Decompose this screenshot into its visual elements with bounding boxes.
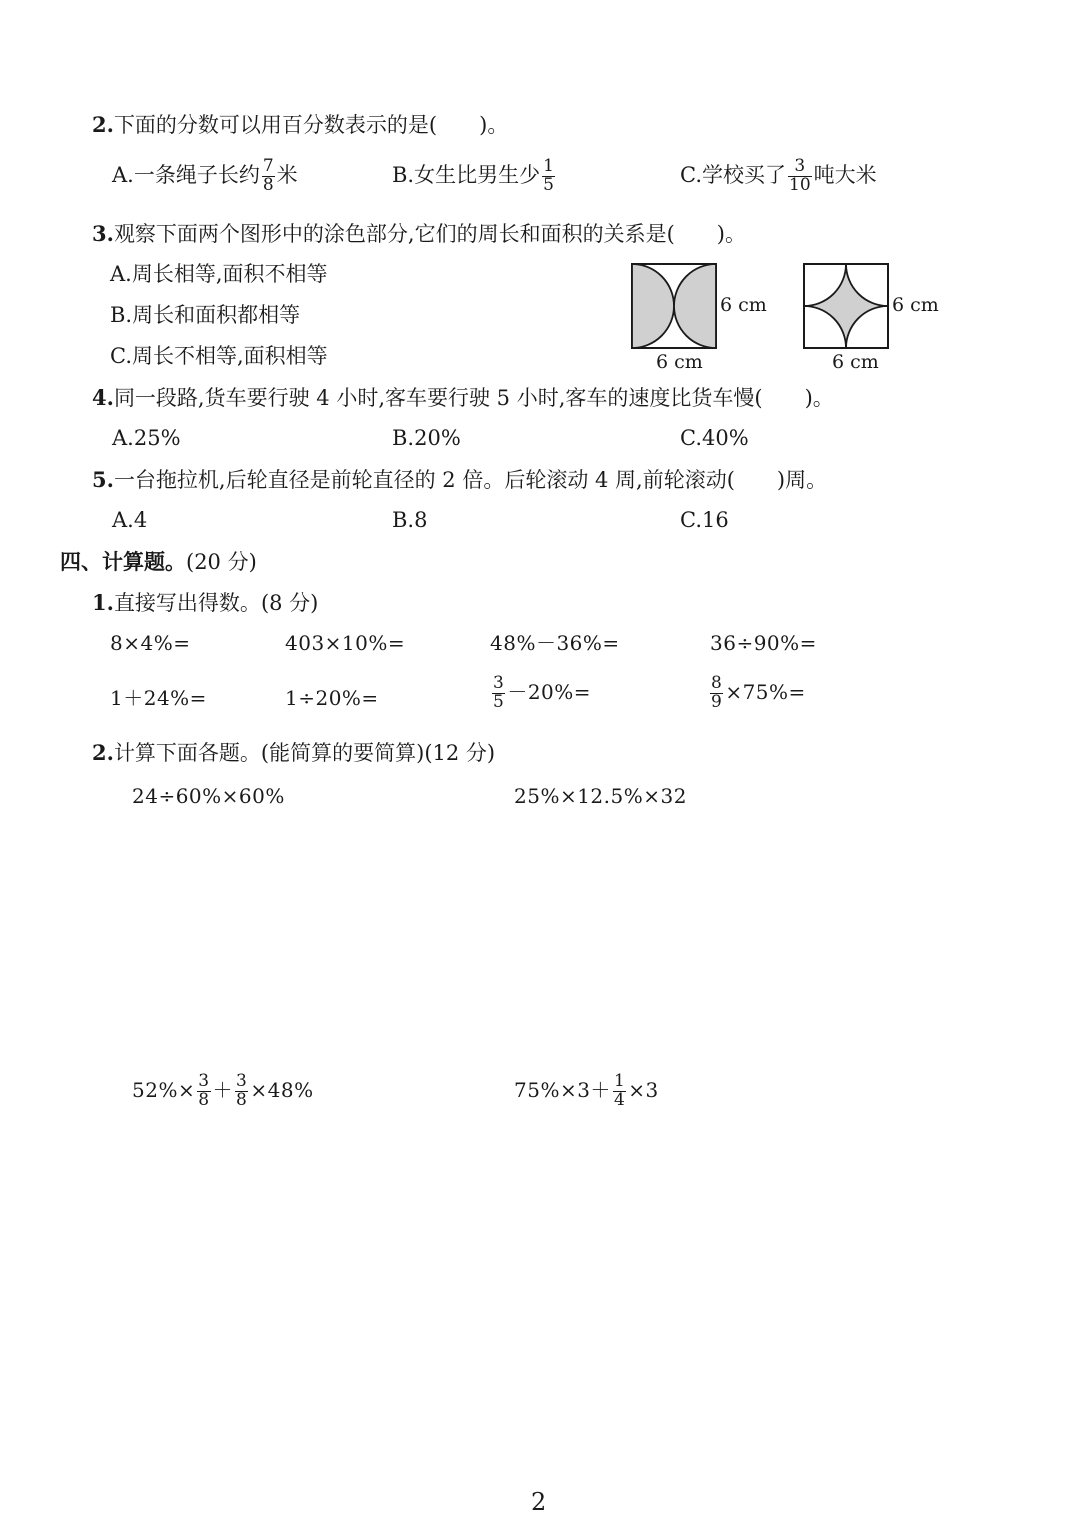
question-2 <box>92 114 508 136</box>
option-text: A.一条绳子长约 <box>112 162 260 187</box>
fraction: $\frac{7}{8}$ <box>262 156 274 195</box>
calc-item <box>708 675 806 712</box>
problem-2: 25%×12.5%×32 <box>514 784 687 808</box>
section-title: 四、计算题。 <box>60 549 186 574</box>
fraction: $\frac{3}{8}$ <box>236 1071 248 1110</box>
subsection-2-heading <box>92 742 495 764</box>
section-score: (20 分) <box>186 550 257 574</box>
option-text: B.女生比男生少 <box>392 162 541 187</box>
calc-text: ×48% <box>250 1077 314 1102</box>
q5-option-b: B.8 <box>392 508 428 532</box>
question-stem: 同一段路,货车要行驶 4 小时,客车要行驶 5 小时,客车的速度比货车慢( )。 <box>113 386 834 410</box>
question-stem: 观察下面两个图形中的涂色部分,它们的周长和面积的关系是( )。 <box>113 222 746 246</box>
subsection-score: (12 分) <box>424 741 496 765</box>
calc-text: 75%×3＋ <box>514 1077 611 1102</box>
fraction: $\frac{3}{10}$ <box>789 156 811 195</box>
question-number: 5. <box>92 467 114 492</box>
problem-3 <box>132 1073 314 1110</box>
subsection-title: 直接写出得数。 <box>113 591 261 615</box>
calc-text: ×75%= <box>725 679 806 704</box>
q2-option-b <box>392 158 557 195</box>
problem-1: 24÷60%×60% <box>132 784 285 808</box>
question-4 <box>92 387 834 409</box>
q5-option-a: A.4 <box>112 508 148 532</box>
q2-option-c <box>680 158 877 195</box>
subsection-1-heading <box>92 592 318 614</box>
q3-option-a: A.周长相等,面积不相等 <box>110 262 328 286</box>
subsection-number: 1. <box>92 590 114 615</box>
figure2-side-label: 6 cm <box>892 294 939 316</box>
q5-option-c: C.16 <box>680 508 729 532</box>
q4-option-b: B.20% <box>392 426 461 450</box>
q3-option-c: C.周长不相等,面积相等 <box>110 344 328 368</box>
problem-4 <box>514 1073 659 1110</box>
question-stem: 一台拖拉机,后轮直径是前轮直径的 2 倍。后轮滚动 4 周,前轮滚动( )周。 <box>113 468 828 492</box>
option-text: 米 <box>276 162 298 187</box>
figure-semicircles <box>620 258 780 374</box>
fraction: $\frac{3}{8}$ <box>198 1071 210 1110</box>
figure1-side-label: 6 cm <box>720 294 767 316</box>
q4-option-a: A.25% <box>112 426 181 450</box>
subsection-number: 2. <box>92 740 114 765</box>
figure1-bottom-label: 6 cm <box>656 351 703 373</box>
question-number: 3. <box>92 221 114 246</box>
fraction: $\frac{3}{5}$ <box>493 673 505 712</box>
section-4-heading <box>60 551 257 573</box>
calc-item: 48%－36%= <box>490 631 620 655</box>
question-number: 2. <box>92 112 114 137</box>
q3-option-b: B.周长和面积都相等 <box>110 303 301 327</box>
question-stem: 下面的分数可以用百分数表示的是( )。 <box>113 113 509 137</box>
subsection-score: (8 分) <box>260 591 319 615</box>
calc-text: －20%= <box>507 679 592 704</box>
calc-text: ＋ <box>212 1077 234 1102</box>
question-number: 4. <box>92 385 114 410</box>
figure2-bottom-label: 6 cm <box>832 351 879 373</box>
subsection-title: 计算下面各题。(能简算的要简算) <box>113 741 425 765</box>
fraction: $\frac{1}{4}$ <box>613 1071 626 1110</box>
page-number: 2 <box>531 1488 547 1516</box>
option-text: 吨大米 <box>813 162 877 187</box>
calc-item: 1＋24%= <box>110 686 207 710</box>
calc-text: 52%× <box>132 1077 196 1102</box>
calc-item: 403×10%= <box>285 631 406 655</box>
question-3 <box>92 223 746 245</box>
q2-option-a <box>112 158 298 195</box>
question-5 <box>92 469 827 491</box>
calc-item: 36÷90%= <box>710 631 817 655</box>
fraction: $\frac{8}{9}$ <box>711 673 723 712</box>
figure-quarter-circles <box>792 258 952 374</box>
calc-item: 8×4%= <box>110 631 191 655</box>
calc-text: ×3 <box>628 1077 659 1102</box>
option-text: C.学校买了 <box>680 162 786 187</box>
fraction: $\frac{1}{5}$ <box>543 156 554 195</box>
calc-item <box>490 675 591 712</box>
q4-option-c: C.40% <box>680 426 749 450</box>
calc-item: 1÷20%= <box>285 686 379 710</box>
